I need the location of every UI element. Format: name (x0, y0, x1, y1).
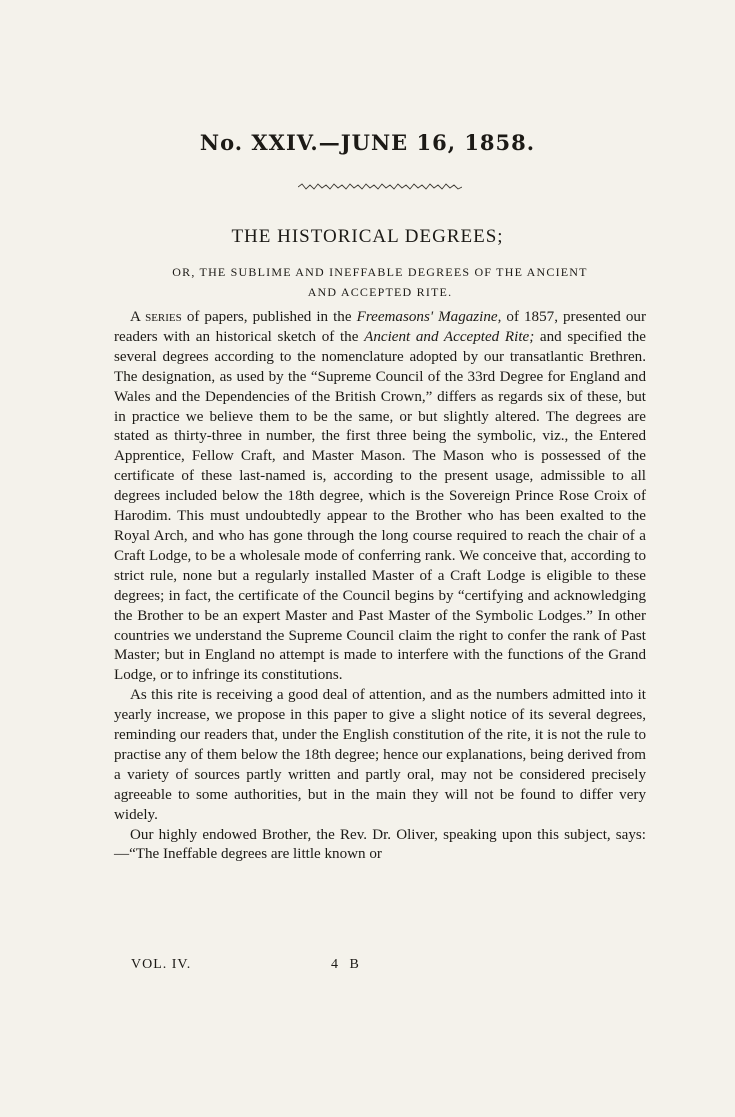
lead-words: A series (130, 309, 182, 325)
rite-name: Ancient and Accepted Rite; (364, 328, 535, 345)
issue-heading: No. XXIV.—JUNE 16, 1858. (199, 130, 536, 155)
paragraph-1-text-b: of 1857, presented our readers with an historical sketch of the (114, 309, 646, 345)
signature-mark: 4 B (331, 957, 363, 972)
paragraph-2: As this rite is receiving a good deal of attention, and as the numbers admitted into it yearly increase, we propose in this paper to give a slight notice of its several degrees, reminding our readers that, under the English constitution of the rite, it is not the rule to practise any of them below the 18th degree; hence our explanations, being derived from a variety of sources partly written and partly oral, may not be considered precisely agreeable to some authorities, but in the main they will not be found to differ very widely. (114, 687, 646, 823)
subtitle-line-2: AND ACCEPTED RITE. (307, 285, 453, 299)
paragraph-1-text-c: and specified the several degrees according to the nomenclature adopted by our transatlantic Brethren. The designation, as used by the “Supreme Council of the 33rd Degree for England and Wales and the Dependencies of the British Crown,” differs as regards six of these, but in practice we believe them to be the same, or but slightly altered. The degrees are stated as thirty-three in number, the first three being the symbolic, viz., the Entered Apprentice, Fellow Craft, and Master Mason. The Mason who is possessed of the certificate of these last-named is, according to the present usage, admissible to all degrees included below the 18th degree, which is the Sovereign Prince Rose Croix of Harodim. This must undoubtedly appear to the Brother who has been exalted to the Royal Arch, and who has gone through the long course required to reach the chair of a Craft Lodge, to be a wholesale mode of conferring rank. We conceive that, according to strict rule, none but a regularly installed Master of a Craft Lodge is eligible to these degrees; in fact, the certificate of the Council begins by “certifying and acknowledging the Brother to be an expert Master and Past Master of the Symbolic Lodges.” In other countries we understand the Supreme Council claim the right to confer the rank of Past Master; but in England no attempt is made to interfere with the functions of the Grand Lodge, or to infringe its constitutions. (114, 328, 646, 684)
paragraph-1-text-a: of papers, published in the (181, 309, 357, 325)
subtitle-line-1: OR, THE SUBLIME AND INEFFABLE DEGREES OF THE ANCIENT (172, 265, 588, 279)
volume-label: VOL. IV. (131, 957, 192, 972)
ornament-rule (298, 183, 462, 191)
magazine-title: Freemasons' Magazine, (356, 309, 502, 325)
paragraph-1 (114, 308, 646, 686)
article-subtitle (115, 262, 645, 302)
article-body (114, 308, 646, 865)
paragraph-3: Our highly endowed Brother, the Rev. Dr. Oliver, speaking upon this subject, says:—“The Ineffable degrees are little known or (114, 826, 646, 863)
article-title: THE HISTORICAL DEGREES; (231, 226, 504, 247)
